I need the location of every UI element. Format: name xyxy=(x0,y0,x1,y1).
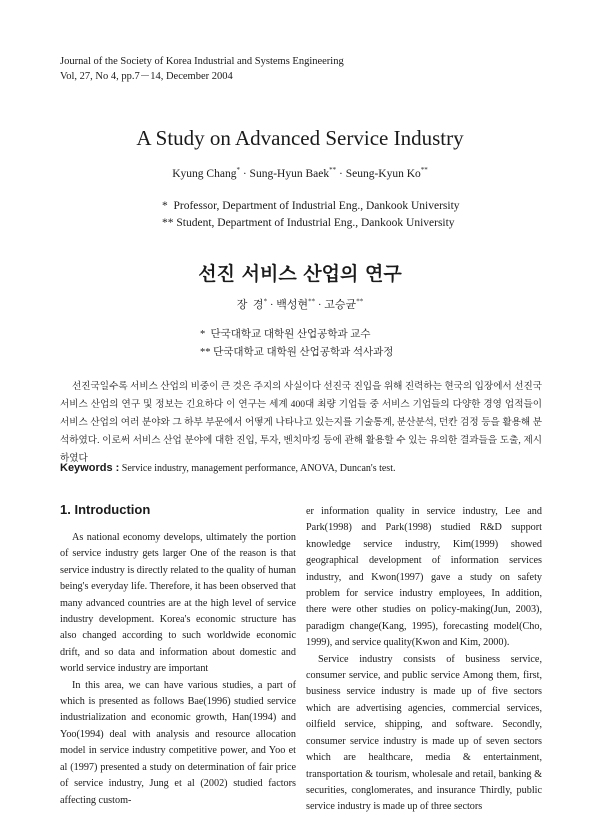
keywords-label: Keywords : xyxy=(60,462,120,474)
paragraph: er information quality in service industry, Lee and Park(1998) and Park(1998) studied R&D support knowledge service industry, Kim(1999) showed geographical development of information services industry, and Kwon(1997) gave a study on safety problem for service industry employees, In addition, there were other studies on policy-making(Jun, 2003), paradigm change(Kang, 1995), forecasting model(Cho, 1999), and service quality(Kwon and Kim, 2000). xyxy=(306,506,542,649)
left-column xyxy=(60,530,296,809)
author-mark: ** xyxy=(420,166,428,174)
author-separator: · xyxy=(239,167,250,180)
journal-header xyxy=(60,54,344,84)
affiliation-line: ** Student, Department of Industrial Eng., Dankook University xyxy=(162,217,455,229)
korean-author-name: 백성현 xyxy=(276,299,309,311)
paper-title: A Study on Advanced Service Industry xyxy=(136,126,464,150)
right-column xyxy=(306,504,542,816)
paragraph: In this area, we can have various studies, a part of which is presented as follows Bae(1996) studied service industrialization and economic growth, Han(1994) and Yoo(1994) deal with analysis and resource allocation model in service industry competitive power, and Yoo et al (1997) presented a study on determination of fair price of service industry, Jung et al (2002) studied factors affecting custom- xyxy=(60,679,296,806)
korean-title: 선진 서비스 산업의 연구 xyxy=(198,263,402,285)
author-mark: ** xyxy=(356,297,364,306)
journal-name: Journal of the Society of Korea Industrial and Systems Engineering xyxy=(60,56,344,67)
author-separator: · xyxy=(315,299,325,311)
korean-affiliation-line: ** 단국대학교 대학원 산업공학과 석사과정 xyxy=(200,347,394,358)
author-mark: ** xyxy=(329,166,337,174)
author-name: Seung-Kyun Ko xyxy=(345,167,421,180)
keywords xyxy=(60,462,542,474)
paragraph: As national economy develops, ultimately the portion of service industry gets larger One of the reason is that service industry is directly related to the quality of human being's everyday life. Therefore, it has been observed that many advanced countries are at the high level of service industry development. Korea's economic structure has also changed according to such worldwide economic drift, and so data and information about domestic and world service industry are important xyxy=(60,532,296,675)
affiliation-line: * Professor, Department of Industrial Eng., Dankook University xyxy=(162,200,460,212)
author-list xyxy=(0,166,600,180)
korean-affiliations xyxy=(200,326,393,362)
author-name: Kyung Chang xyxy=(172,167,237,180)
korean-affiliation-line: * 단국대학교 대학원 산업공학과 교수 xyxy=(200,329,371,340)
korean-author-list xyxy=(0,296,600,312)
author-separator: · xyxy=(336,167,346,180)
author-mark: ** xyxy=(308,297,316,306)
author-separator: · xyxy=(267,299,277,311)
affiliations xyxy=(162,198,460,232)
section-heading: 1. Introduction xyxy=(60,502,151,517)
paragraph: Service industry consists of business service, consumer service, and public service Among them, first, business service industry is made up of five sectors which are advertising agencies, commercial services, oilfield service, shipping, and software. Secondly, consumer service industry is made up of seven sectors which are healthcare, media & entertainment, transportation & tourism, wholesale and retail, banking & securities, conglomerates, and insurance Thirdly, public service industry is made up of three sectors xyxy=(306,653,542,813)
journal-volume: Vol, 27, No 4, pp.7－14, December 2004 xyxy=(60,71,233,82)
author-name: Sung-Hyun Baek xyxy=(249,167,330,180)
korean-abstract: 선진국일수록 서비스 산업의 비중이 큰 것은 주지의 사실이다 선진국 진입을 위해 진력하는 현국의 입장에서 선진국 서비스 산업의 연구 및 정보는 긴요하다 이 연구는 세계 400대 최량 기업들 중 서비스 기업들의 다양한 경영 업적들이 서비스 산업의 여러 분야와 그 하부 부문에서 어떻게 나타나고 있는지를 기술통계, 분산분석, 던칸 검정 등을 활용해 분석하였다. 이로써 서비스 산업 분야에 대한 진입, 투자, 벤치마킹 등에 관해 활용할 수 있는 유의한 결과들을 도출, 제시하였다 xyxy=(60,381,542,464)
author-mark: * xyxy=(263,297,268,306)
korean-author-name: 고승균 xyxy=(324,299,357,311)
korean-author-name: 장 경 xyxy=(236,299,264,311)
keywords-text: Service industry, management performance, ANOVA, Duncan's test. xyxy=(119,463,396,474)
author-mark: * xyxy=(236,166,240,174)
